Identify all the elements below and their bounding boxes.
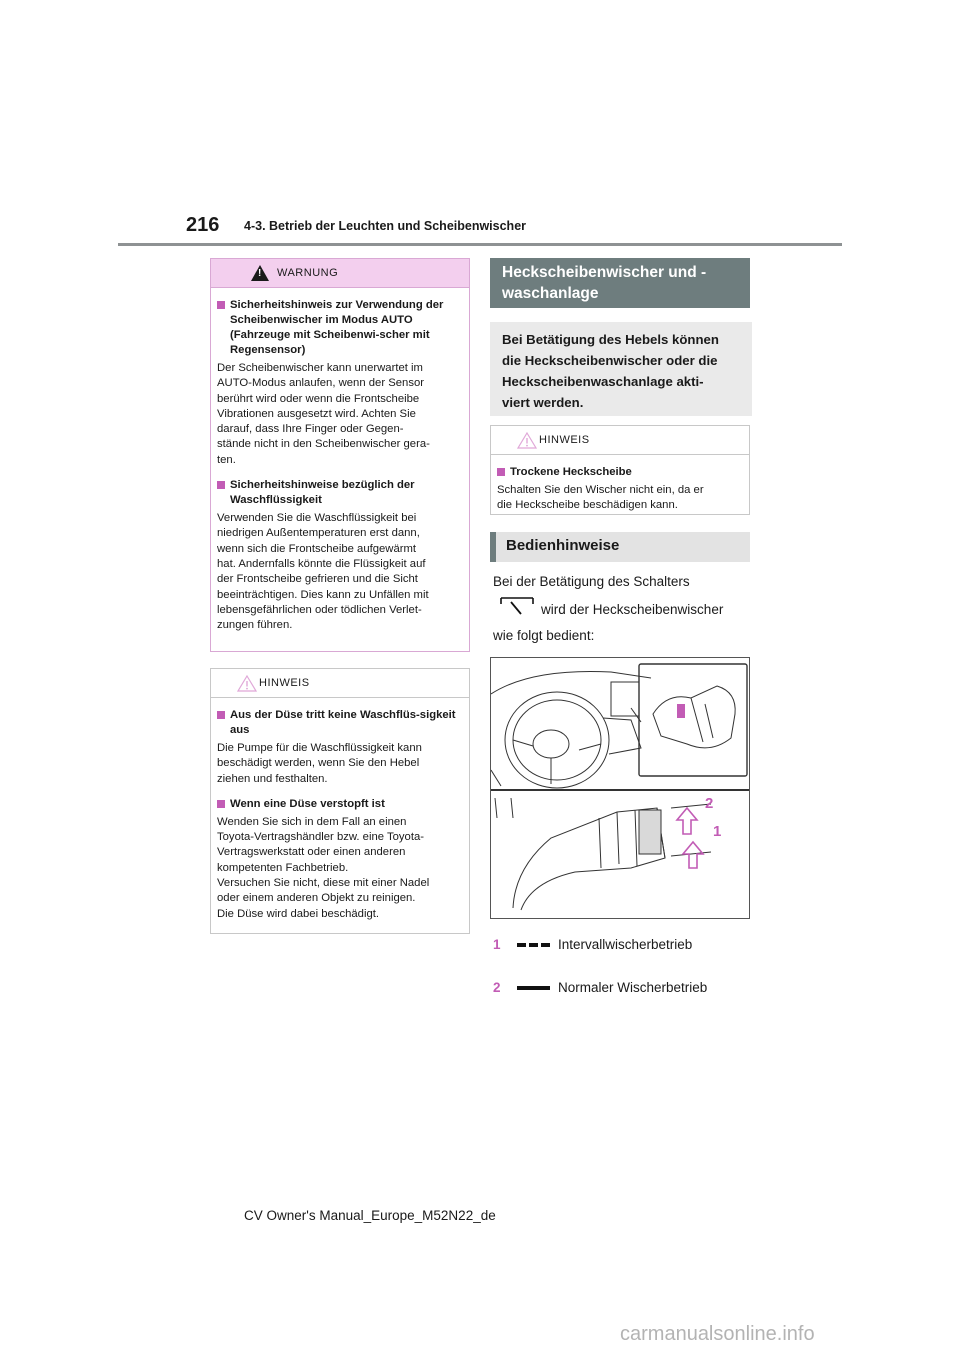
illustration-drawing xyxy=(491,658,749,918)
legend-number: 2 xyxy=(493,980,501,995)
square-bullet-icon xyxy=(217,711,225,719)
square-bullet-icon xyxy=(217,800,225,808)
hint-item-title: Aus der Düse tritt keine Waschflüs-sigkeit aus xyxy=(230,709,456,736)
hint-item-text: Die Pumpe für die Waschflüssigkeit kann beschädigt werden, wenn Sie den Hebel ziehen und festhalten. xyxy=(217,742,422,785)
operation-text-line: wird der Heckscheibenwischer xyxy=(541,602,724,617)
watermark-link[interactable]: carmanualsonline.info xyxy=(620,1323,815,1345)
warning-item xyxy=(217,298,461,358)
normal-wipe-icon xyxy=(517,986,550,990)
hint-item xyxy=(497,465,741,480)
hint-header xyxy=(491,426,749,455)
square-bullet-icon xyxy=(497,468,505,476)
warning-box xyxy=(210,258,470,652)
caution-triangle-icon xyxy=(237,675,257,692)
footer-text: CV Owner's Manual_Europe_M52N22_de xyxy=(244,1208,496,1223)
square-bullet-icon xyxy=(217,481,225,489)
square-bullet-icon xyxy=(217,301,225,309)
hint-item xyxy=(217,797,461,812)
hint-title: HINWEIS xyxy=(539,434,590,446)
callout-2: 2 xyxy=(705,795,714,812)
section-intro: Bei Betätigung des Hebels können die Heckscheibenwischer oder die Heckscheibenwaschanlage akti- viert werden. xyxy=(490,322,752,416)
operation-text-line: Bei der Betätigung des Schalters xyxy=(493,574,690,589)
warning-item-text: Verwenden Sie die Waschflüssigkeit bei niedrigen Außentemperaturen erst dann, wenn sich die Frontscheibe aufgewärmt hat. Andernfalls könnte die Flüssigkeit auf der Frontscheibe gefrieren und die Sicht beeinträchtigen. Dies kann zu Unfällen mit lebensgefährlichen oder tödlichen Verlet- zungen führen. xyxy=(217,512,429,632)
section-heading-rear-wiper: Heckscheibenwischer und -waschanlage xyxy=(490,258,750,308)
warning-title: WARNUNG xyxy=(277,267,339,279)
hint-title: HINWEIS xyxy=(259,677,310,689)
header-rule xyxy=(118,243,842,246)
legend-item xyxy=(493,980,707,995)
wiper-lever-illustration xyxy=(490,657,750,919)
warning-item-text: Der Scheibenwischer kann unerwartet im AUTO-Modus anlaufen, wenn der Sensor berührt wird oder wenn die Frontscheibe Vibrationen ausgesetzt wird. Achten Sie darauf, dass Ihre Finger oder Gegen- stände nicht in den Scheibenwischer gera- ten. xyxy=(217,362,430,466)
page-number: 216 xyxy=(186,214,220,236)
warning-triangle-icon xyxy=(251,265,269,281)
hint-header xyxy=(211,669,469,698)
warning-item-title: Sicherheitshinweise bezüglich der Waschflüssigkeit xyxy=(230,479,415,507)
hint-box-right xyxy=(490,425,750,515)
operation-text-line: wie folgt bedient: xyxy=(493,628,595,643)
hint-box-left xyxy=(210,668,470,934)
legend-label: Normaler Wischerbetrieb xyxy=(558,980,708,995)
warning-item xyxy=(217,478,461,508)
caution-triangle-icon xyxy=(517,432,537,449)
chapter-title: 4-3. Betrieb der Leuchten und Scheibenwischer xyxy=(244,219,527,233)
hint-item-title: Wenn eine Düse verstopft ist xyxy=(230,797,385,810)
hint-item-title: Trockene Heckscheibe xyxy=(510,466,632,478)
hint-item-text: Schalten Sie den Wischer nicht ein, da er die Heckscheibe beschädigen kann. xyxy=(497,484,704,512)
warning-header xyxy=(211,259,469,288)
legend-item xyxy=(493,937,692,952)
intermittent-wipe-icon xyxy=(517,943,550,947)
callout-1: 1 xyxy=(713,823,722,840)
legend-number: 1 xyxy=(493,937,501,952)
hint-item-text: Wenden Sie sich in dem Fall an einen Toyota-Vertragshändler bzw. eine Toyota- Vertragswerkstatt oder einen anderen kompetenten Fachbetrieb. Versuchen Sie nicht, diese mit einer Nadel oder einem anderen Objekt zu reinigen. Die Düse wird dabei beschädigt. xyxy=(217,815,430,920)
hint-item xyxy=(217,708,461,738)
legend-label: Intervallwischerbetrieb xyxy=(558,937,693,952)
warning-item-title: Sicherheitshinweis zur Verwendung der Scheibenwischer im Modus AUTO (Fahrzeuge mit Scheibenwi-scher mit Regensensor) xyxy=(230,299,444,356)
rear-wiper-switch-icon xyxy=(497,594,537,616)
section-heading-operation: Bedienhinweise xyxy=(490,532,750,562)
